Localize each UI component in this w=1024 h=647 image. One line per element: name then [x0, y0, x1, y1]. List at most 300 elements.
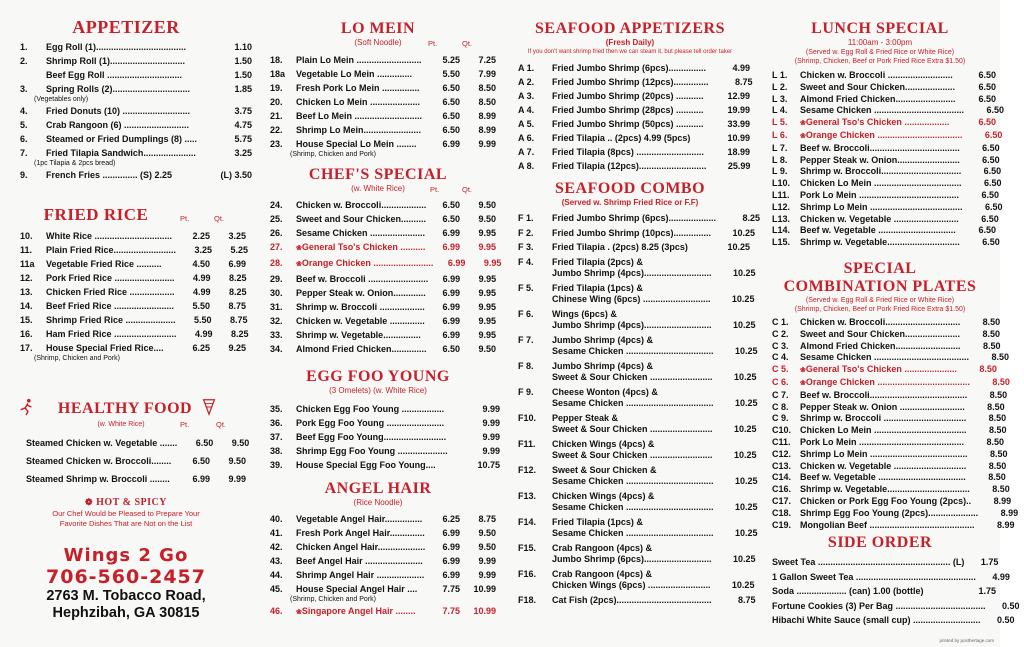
item-number: 30.	[270, 288, 283, 298]
item-number: F 7.	[518, 334, 534, 345]
item-name: Orange Chicken .....................................	[805, 376, 970, 387]
item-number: F 5.	[518, 282, 534, 293]
item-line	[506, 554, 754, 566]
menu-item	[760, 117, 1000, 130]
item-price: 6.50	[978, 70, 996, 80]
item-number: A 5.	[518, 119, 535, 129]
item-name: House Special Egg Foo Young....	[296, 460, 436, 470]
item-name: Sweet Tea ..................................................... (L)	[772, 557, 965, 567]
item-name: Fried Tilapia .. (2pcs) 4.99 (5pcs)	[552, 133, 691, 143]
menu-item	[760, 507, 1019, 520]
item-price-quart: 9.95	[478, 316, 496, 326]
item-price-quart: 5.25	[230, 245, 249, 255]
item-price: 6.50	[985, 201, 1003, 212]
item-name: Shrimp w. Vegetable.................................	[800, 484, 970, 495]
item-price-quart: 8.25	[229, 273, 247, 283]
item-name: Shrimp Fried Rice ....................	[46, 315, 176, 325]
item-name: 1 Gallon Sweet Tea ................................................	[772, 571, 976, 582]
menu-item	[506, 516, 758, 540]
fried-rice-list	[0, 229, 252, 363]
item-price-quart: 8.75	[478, 514, 496, 524]
lo-mein-pt-label: Pt.	[428, 39, 438, 48]
menu-item	[0, 257, 252, 271]
seafood-appetizers-list	[506, 61, 754, 173]
item-name: Chicken Wings (6pcs) .........................	[552, 580, 711, 590]
item-line	[506, 283, 754, 295]
item-price-quart: 10.99	[473, 584, 496, 594]
item-price-pint: 6.99	[442, 316, 460, 326]
item-description: (Shrimp, Chicken and Pork)	[290, 151, 376, 158]
item-name: Vegetable Fried Rice ..........	[46, 259, 162, 269]
item-name: Crab Rangoon (6) ..........................	[46, 120, 190, 130]
item-price-quart: 9.50	[478, 344, 496, 354]
item-price: 25.99	[727, 161, 751, 171]
menu-item	[0, 434, 252, 452]
fried-rice-pt-label: Pt.	[180, 214, 190, 223]
item-number: C 8.	[772, 401, 789, 412]
special-combo-title-1: SPECIAL	[843, 260, 917, 277]
restaurant-address-2: Hephzibah, GA 30815	[52, 605, 200, 621]
menu-item	[0, 299, 252, 313]
item-number: L10.	[772, 178, 791, 189]
column-2	[256, 0, 500, 647]
menu-item	[506, 569, 754, 592]
item-number: 10.	[20, 231, 33, 241]
menu-item	[760, 317, 1000, 329]
menu-item	[0, 452, 252, 470]
item-number: 34.	[270, 344, 283, 354]
item-number: F 1.	[518, 213, 534, 223]
lunch-special-section	[760, 20, 1005, 249]
item-price-quart: 9.50	[231, 438, 250, 448]
item-name: Hibachi White Sauce (small cup) ...........................	[772, 615, 981, 625]
item-price: 10.25	[735, 528, 758, 538]
item-number: A 6.	[518, 133, 535, 143]
item-price: 10.25	[727, 242, 750, 252]
item-number: C10.	[772, 425, 792, 436]
menu-item	[256, 95, 500, 109]
item-number: F 6.	[518, 308, 534, 319]
menu-item	[760, 389, 1008, 402]
egg-foo-young-section	[256, 368, 500, 472]
item-number: 18a	[270, 69, 286, 79]
item-price-pint: 2.25	[192, 231, 210, 241]
item-number: L11.	[772, 189, 790, 200]
item-name: Steamed Chicken w. Vegetable .......	[26, 438, 178, 448]
item-number: F 2.	[518, 227, 534, 238]
menu-item	[506, 242, 754, 254]
menu-item	[760, 436, 1005, 449]
item-price: 6.50	[982, 142, 1000, 153]
item-number: C17.	[772, 495, 792, 506]
item-number: A 2.	[518, 77, 535, 87]
item-price-quart: 3.25	[228, 231, 246, 241]
menu-item	[256, 512, 500, 526]
item-number: C 5.	[772, 364, 789, 375]
item-price-quart: 8.25	[231, 329, 249, 339]
item-name: Jumbo Shrimp (4pcs)...........................	[552, 320, 712, 330]
seafood-combo-section	[506, 180, 761, 609]
item-number: F14.	[518, 516, 537, 527]
item-price: 8.99	[993, 495, 1012, 506]
item-price: 6.50	[978, 117, 996, 128]
menu-item	[256, 300, 500, 314]
item-name: Beef Fried Rice ........................	[46, 301, 175, 311]
menu-item	[256, 123, 500, 137]
item-number: 42.	[270, 542, 283, 552]
item-price-quart: 9.50	[478, 214, 496, 224]
seafood-combo-list	[506, 213, 761, 606]
item-name: Chicken Lo Mein ...................................	[800, 178, 962, 189]
item-price-quart: 8.50	[478, 97, 496, 107]
item-price: 10.25	[733, 268, 756, 278]
menu-item	[760, 376, 1010, 390]
item-number: 22.	[270, 125, 283, 135]
lunch-special-note-2: (Shrimp, Chicken, Beef or Pork Fried Rice Extra $1.50)	[794, 58, 966, 65]
item-name: Shrimp w. Broccoli................................	[800, 166, 962, 177]
item-number: 24.	[270, 200, 283, 210]
item-line	[506, 439, 754, 451]
item-name: Fried Jumbo Shrimp (28pcs) ...........	[552, 105, 704, 115]
chefs-special-qt-label: Qt.	[462, 185, 473, 194]
item-number: F18.	[518, 594, 537, 605]
item-name: Sesame Chicken ...................................	[552, 398, 714, 408]
item-name: Orange Chicken ........................	[301, 258, 434, 268]
item-number: C18.	[772, 507, 792, 518]
menu-item	[256, 286, 500, 300]
chefs-special-section	[256, 166, 500, 356]
item-price: 6.50	[981, 213, 999, 224]
hot-spicy-icon: ❀	[800, 120, 806, 128]
healthy-food-pt-label: Pt.	[180, 420, 190, 429]
item-price: 8.50	[986, 436, 1005, 447]
item-price-pint: 6.99	[447, 258, 466, 268]
item-number: A 4.	[518, 105, 535, 115]
menu-item	[256, 342, 500, 356]
menu-item	[506, 131, 754, 145]
restaurant-address-1: 2763 M. Tobacco Road,	[46, 588, 206, 604]
item-number: 28.	[270, 258, 283, 268]
item-number: 14.	[20, 301, 33, 311]
item-price-quart: 9.50	[228, 456, 246, 466]
item-price-pint: 6.99	[442, 242, 460, 252]
item-name: French Fries .............. (S) 2.25	[46, 170, 173, 180]
item-name: White Rice ...............................	[46, 231, 173, 241]
item-name: Beef Angel Hair .......................	[296, 556, 423, 566]
item-price: 9.99	[482, 446, 500, 456]
menu-item	[760, 82, 1000, 94]
lo-mein-list	[256, 53, 500, 159]
chefs-special-list	[256, 198, 500, 356]
menu-item	[256, 109, 500, 123]
item-name: Sweet and Sour Chicken....................	[800, 81, 956, 92]
fried-rice-section	[0, 206, 252, 363]
item-line	[506, 387, 754, 399]
item-name: Sweet & Sour Chicken .........................	[552, 450, 713, 460]
special-combo-note-1: (Served w. Egg Roll & Fried Rice or White Rice)	[805, 297, 955, 304]
item-line	[506, 213, 761, 225]
item-number: C16.	[772, 484, 792, 495]
item-line	[506, 242, 754, 254]
item-number: 32.	[270, 316, 283, 326]
healthy-food-list	[0, 434, 252, 488]
item-number: 31.	[270, 302, 283, 312]
item-price-quart: 9.95	[478, 228, 496, 238]
item-price-quart: 9.50	[478, 200, 496, 210]
item-name: Fortune Cookies (3) Per Bag ....................................	[772, 600, 986, 611]
item-name: General Tso's Chicken ..........	[301, 242, 426, 252]
item-name: Pork Lo Mein ........................................	[800, 189, 960, 200]
item-number: 23.	[270, 139, 283, 149]
item-number: C13.	[772, 460, 792, 471]
item-name: Sweet and Sour Chicken..........	[296, 214, 427, 224]
chefs-special-note: (w. White Rice)	[351, 184, 405, 193]
item-price: 6.50	[978, 225, 996, 236]
lunch-special-hours: 11:00am - 3:00pm	[847, 38, 913, 47]
menu-item	[506, 334, 758, 358]
item-name: Beef w. Vegetable ...............................	[800, 225, 956, 236]
item-price: 6.50	[986, 105, 1005, 116]
special-combo-note-2: (Shrimp, Chicken, Beef or Pork Fried Rice Extra $1.50)	[794, 306, 966, 313]
item-name: Chicken Wings (4pcs) &	[552, 438, 655, 449]
hot-spicy-title: HOT & SPICY	[96, 497, 167, 508]
hot-spicy-line-1: Our Chef Would be Pleased to Prepare Your	[52, 509, 200, 518]
menu-item	[0, 54, 252, 68]
runner-icon	[18, 398, 36, 416]
menu-item	[256, 444, 500, 458]
item-price: 8.50	[989, 389, 1008, 400]
item-price-pint: 6.99	[442, 330, 460, 340]
item-number: 6.	[20, 134, 28, 144]
item-name: Pepper Steak w. Onion.........................	[800, 154, 960, 165]
item-name: Fried Jumbo Shrimp (20pcs) ...........	[552, 91, 704, 101]
vegetable-icon	[200, 398, 218, 416]
item-price-quart: 9.25	[228, 343, 246, 353]
item-number: 41.	[270, 528, 283, 538]
item-number: F 4.	[518, 256, 534, 267]
item-number: 11.	[20, 245, 33, 255]
item-number: L 9.	[772, 166, 788, 177]
lunch-special-list	[760, 70, 1005, 249]
item-price: 1.50	[234, 70, 252, 80]
item-name: Beef w. Broccoli ........................	[296, 274, 429, 284]
item-number: 21.	[270, 111, 283, 121]
item-name: House Special Lo Mein ........	[296, 139, 417, 149]
item-price-quart: 8.99	[478, 111, 496, 121]
item-number: C 6.	[772, 376, 789, 387]
item-price: 10.75	[477, 460, 500, 470]
item-number: 5.	[20, 120, 28, 130]
item-description: (Shrimp, Chicken and Pork)	[290, 596, 376, 603]
item-price-pint: 6.50	[192, 456, 210, 466]
hot-spicy-icon: ❀	[800, 367, 806, 375]
item-price: 33.99	[727, 119, 750, 129]
item-price: 6.50	[978, 81, 996, 92]
item-number: 40.	[270, 514, 283, 524]
item-price-quart: 8.25	[229, 287, 247, 297]
menu-item	[0, 271, 252, 285]
item-name: Pepper Steak w. Onion ..........................	[800, 401, 965, 412]
item-price: 9.99	[482, 432, 500, 442]
item-price: 10.25	[733, 554, 756, 564]
seafood-appetizers-note: If you don't want shrimp fried then we can steam it, but please tell order taker	[527, 49, 733, 55]
item-price: 8.50	[989, 425, 1007, 436]
item-price: 4.75	[234, 120, 252, 130]
menu-item	[256, 226, 500, 240]
item-name: Jumbo Shrimp (6pcs)...........................	[552, 554, 712, 564]
item-number: L14.	[772, 225, 791, 236]
special-combo-list	[760, 317, 1019, 531]
item-name: Pork Fried Rice ........................	[46, 273, 175, 283]
menu-item	[506, 309, 754, 332]
item-name: Sweet & Sour Chicken .........................	[552, 372, 713, 382]
item-price: 10.25	[733, 320, 756, 330]
fried-rice-title: FRIED RICE	[43, 205, 149, 224]
item-number: 26.	[270, 228, 283, 238]
menu-item	[760, 155, 1000, 167]
item-name: Chinese Wing (6pcs) ...........................	[552, 294, 711, 304]
item-name: Chicken w. Vegetable ..............	[296, 316, 425, 326]
item-name: Crab Rangoon (4pcs) &	[552, 568, 653, 579]
item-price-pint: 6.99	[442, 274, 461, 284]
item-price: 4.99	[992, 571, 1010, 582]
item-name: Sesame Chicken ......................................	[800, 352, 970, 363]
menu-item	[256, 568, 500, 582]
item-name: Chicken Angel Hair...................	[296, 542, 426, 552]
menu-item	[256, 402, 500, 416]
menu-item	[0, 285, 252, 299]
item-number: 45.	[270, 584, 283, 594]
item-number: L 5.	[772, 117, 788, 128]
menu-item	[506, 61, 754, 75]
item-line	[506, 476, 758, 488]
lunch-special-title: LUNCH SPECIAL	[811, 20, 949, 37]
item-name: Vegetable Lo Mein ..............	[296, 69, 413, 79]
item-name: Beef Egg Roll ..............................	[46, 70, 183, 80]
item-price-pint: 5.50	[442, 69, 460, 79]
menu-item	[256, 328, 500, 342]
item-name: General Tso's Chicken ..................	[805, 117, 950, 128]
item-name: Sesame Chicken ...................................	[552, 346, 714, 356]
item-line	[506, 543, 754, 555]
menu-item	[760, 129, 1003, 143]
item-name: Vegetable Angel Hair...............	[296, 514, 423, 524]
item-line	[506, 228, 754, 240]
item-price-pint: 6.50	[442, 111, 460, 121]
item-name: Fried Tilapia (1pcs) &	[552, 282, 643, 293]
menu-item	[506, 490, 758, 514]
menu-item	[760, 341, 1000, 353]
item-price-pint: 6.99	[442, 228, 460, 238]
item-number: A 8.	[518, 161, 535, 171]
item-name: General Tso's Chicken .....................	[805, 364, 957, 375]
menu-item	[256, 198, 500, 212]
menu-item	[760, 401, 1005, 414]
item-number: F15.	[518, 542, 537, 553]
item-number: C 2.	[772, 328, 789, 339]
item-name: Sweet & Sour Chicken &	[552, 464, 657, 475]
printed-by-footer: printed by posthertage.com	[939, 638, 994, 643]
item-price-quart: 10.99	[473, 606, 496, 616]
item-number: F11.	[518, 438, 536, 449]
item-name: Mongolian Beef ..........................................	[800, 519, 975, 530]
item-name: Chicken or Pork Egg Foo Young (2pcs)..	[800, 495, 972, 506]
item-number: 43.	[270, 556, 283, 566]
hot-spicy-icon: ❀	[296, 245, 302, 252]
menu-item	[760, 201, 1003, 214]
menu-item	[0, 40, 252, 54]
chili-icon: ❁	[85, 497, 94, 507]
item-line	[506, 465, 754, 477]
item-price: 6.50	[984, 178, 1002, 189]
item-price: 3.75	[234, 106, 252, 116]
menu-item	[256, 458, 500, 472]
item-name: Plain Fried Rice.........................	[46, 245, 177, 255]
menu-item	[760, 519, 1015, 532]
item-price: 8.50	[982, 328, 1001, 339]
menu-item	[506, 438, 757, 462]
item-number: F12.	[518, 464, 537, 475]
item-price-pint: 6.50	[442, 97, 460, 107]
item-name: Fried Tilapia . (2pcs) 8.25 (3pcs)	[552, 242, 688, 252]
menu-item	[506, 412, 757, 436]
item-number: 13.	[20, 287, 33, 297]
item-name: Sesame Chicken ...................................	[552, 528, 714, 538]
item-name: Orange Chicken ..................................	[805, 129, 963, 140]
item-price: 1.50	[234, 56, 252, 66]
item-number: L 1.	[772, 70, 788, 80]
item-price: 10.99	[727, 133, 750, 143]
item-number: C14.	[772, 472, 792, 483]
item-name: Fried Jumbo Shrimp (12pcs)..............	[552, 77, 709, 87]
item-price: 8.50	[992, 484, 1010, 495]
item-price-quart: 8.75	[228, 301, 247, 311]
menu-item	[760, 166, 1000, 178]
item-number: 3.	[20, 84, 28, 94]
menu-item	[506, 213, 761, 225]
item-price: 9.99	[482, 418, 500, 428]
item-price-quart: 9.95	[483, 258, 502, 268]
item-price: 10.25	[735, 502, 758, 512]
item-name: Chicken Lo Mein .....................................	[800, 425, 967, 436]
seafood-appetizers-subtitle: (Fresh Daily)	[605, 38, 655, 47]
item-name: Fried Donuts (10) ...........................	[46, 106, 191, 116]
item-number: 17.	[20, 343, 33, 353]
hot-spicy-icon: ❀	[800, 379, 806, 387]
item-price: 4.99	[732, 63, 751, 73]
item-number: 20.	[270, 97, 283, 107]
menu-item	[256, 256, 500, 272]
egg-foo-young-note: (3 Omelets) (w. White Rice)	[329, 386, 427, 395]
special-combo-section	[760, 260, 1019, 531]
item-number: F16.	[518, 568, 537, 579]
menu-item	[760, 214, 1000, 226]
menu-item	[0, 68, 252, 82]
item-price: 10.25	[734, 372, 757, 382]
item-price: (L) 3.50	[220, 170, 252, 180]
item-name: Pork Lo Mein ..........................................	[800, 436, 965, 447]
healthy-food-title: HEALTHY FOOD	[57, 400, 193, 417]
item-line	[506, 372, 757, 384]
item-name: Ham Fried Rice .........................	[46, 329, 177, 339]
item-price-pint: 4.99	[195, 329, 213, 339]
item-price-quart: 6.99	[228, 259, 246, 269]
item-name: Sesame Chicken ...................................	[552, 502, 714, 512]
item-price: 6.50	[982, 154, 1000, 165]
lo-mein-section	[256, 20, 500, 159]
menu-item	[256, 240, 500, 256]
healthy-food-note: (w. White Rice)	[97, 421, 145, 428]
